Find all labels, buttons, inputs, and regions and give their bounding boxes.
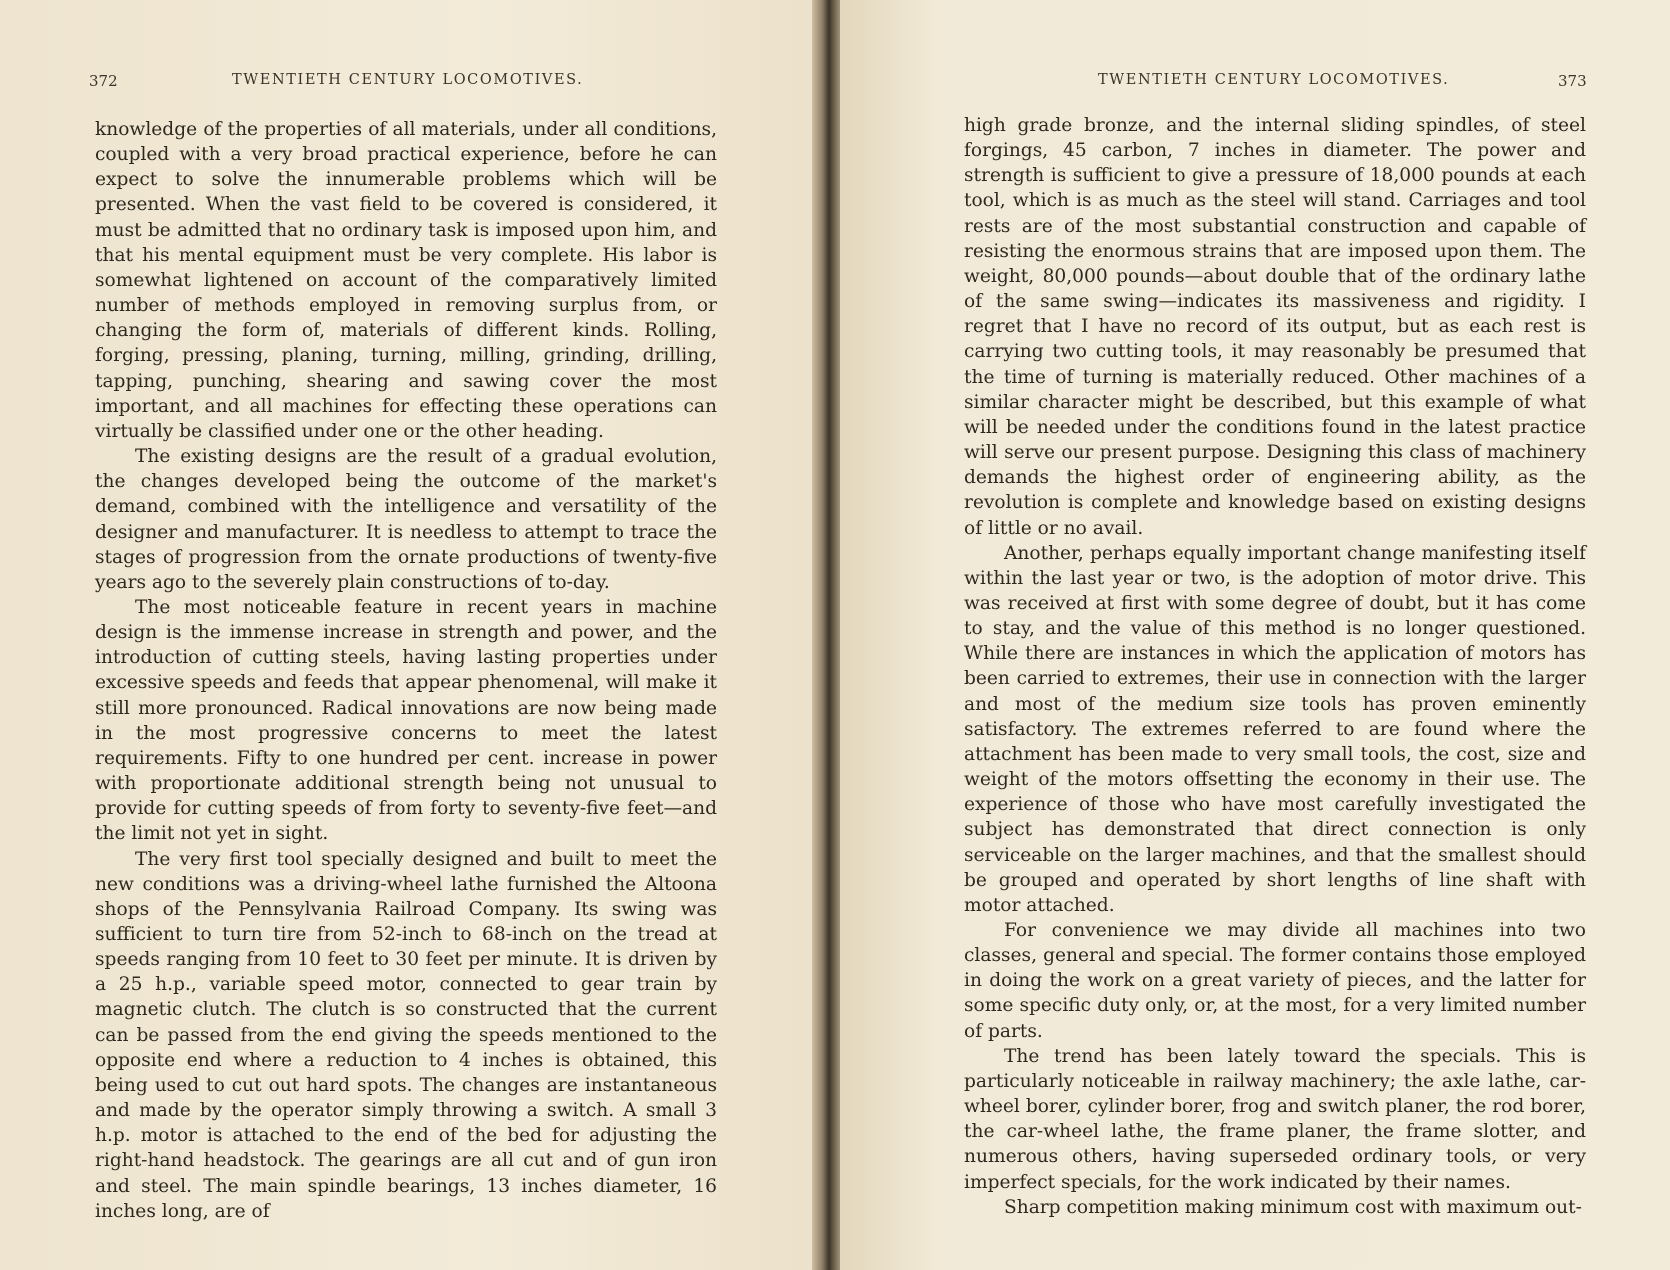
paragraph: knowledge of the properties of all materials, under all conditions, coupled with a very broad practical experience, before he can expect to solve the innumerable problems which will be presented. When the vast field to be covered is considered, it must be admitted that no ordinary task is imposed upon him, and that his mental equipment must be very complete. His labor is somewhat lightened on account of the comparatively limited number of methods employed in removing surplus from, or changing the form of, materials of different kinds. Rolling, forging, pressing, planing, turning, milling, grinding, drilling, tapping, punching, shearing and sawing cover the most important, and all machines for effecting these operations can virtually be classified under one or the other heading.: [95, 119, 717, 442]
paragraph: high grade bronze, and the internal sliding spindles, of steel forgings, 45 carbon, 7 inches in diameter. The power and strength is sufficient to give a pressure of 18,000 pounds at each tool, which is as much as the steel will stand. Carriages and tool rests are of the most substantial construction and capable of resisting the enormous strains that are imposed upon them. The weight, 80,000 pounds—about double that of the ordinary lathe of the same swing—indicates its massiveness and rigidity. I regret that I have no record of its output, but as each rest is carrying two cutting tools, it may reasonably be presumed that the time of turning is materially reduced. Other machines of a similar character might be described, but this example of what will be needed under the conditions found in the latest practice will serve our present purpose. Designing this class of machinery demands the highest order of engineering ability, as the revolution is complete and knowledge based on existing designs of little or no avail.: [964, 115, 1586, 539]
paragraph: The most noticeable feature in recent years in machine design is the immense increase in strength and power, and the introduction of cutting steels, having lasting properties under excessive speeds and feeds that appear phenomenal, will make it still more pronounced. Radical innovations are now being made in the most progressive concerns to meet the latest requirements. Fifty to one hundred per cent. increase in power with proportionate additional strength being not unusual to provide for cutting speeds of from forty to seventy-five feet—and the limit not yet in sight.: [95, 596, 717, 845]
paragraph: For convenience we may divide all machines into two classes, general and special. The former contains those employed in doing the work on a great variety of pieces, and the latter for some specific duty only, or, at the most, for a very limited number of parts.: [964, 920, 1586, 1042]
running-head-left: TWENTIETH CENTURY LOCOMOTIVES.: [232, 72, 584, 88]
right-page-body: [964, 113, 1586, 1220]
page-number-right: 373: [1558, 72, 1587, 90]
paragraph: Sharp competition making minimum cost with maximum out-: [1004, 1196, 1582, 1218]
left-page: [0, 0, 820, 1270]
paragraph: The trend has been lately toward the specials. This is particularly noticeable in railway machinery; the axle lathe, car-wheel borer, cylinder borer, frog and switch planer, the rod borer, the car-wheel lathe, the frame planer, the frame slotter, and numerous others, having superseded ordinary tools, or very imperfect specials, for the work indicated by their names.: [964, 1045, 1586, 1193]
page-number-left: 372: [89, 72, 118, 90]
running-head-right: TWENTIETH CENTURY LOCOMOTIVES.: [1098, 72, 1450, 88]
left-page-body: [95, 117, 717, 1224]
right-page: [840, 0, 1670, 1270]
paragraph: Another, perhaps equally important change manifesting itself within the last year or two, is the adoption of motor drive. This was received at first with some degree of doubt, but it has come to stay, and the value of this method is no longer questioned. While there are instances in which the application of motors has been carried to extremes, their use in connection with the larger and most of the medium size tools has proven eminently satisfactory. The extremes referred to are found where the attachment has been made to very small tools, the cost, size and weight of the motors offsetting the economy in their use. The experience of those who have most carefully investigated the subject has demonstrated that direct connection is only serviceable on the larger machines, and that the smallest should be grouped and operated by short lengths of line shaft with motor attached.: [964, 542, 1586, 916]
paragraph: The very first tool specially designed and built to meet the new conditions was a driving-wheel lathe furnished the Altoona shops of the Pennsylvania Railroad Company. Its swing was sufficient to turn tire from 52-inch to 68-inch on the tread at speeds ranging from 10 feet to 30 feet per minute. It is driven by a 25 h.p., variable speed motor, connected to gear train by magnetic clutch. The clutch is so constructed that the current can be passed from the end giving the speeds mentioned to the opposite end where a reduction to 4 inches is obtained, this being used to cut out hard spots. The changes are instantaneous and made by the operator simply throwing a switch. A small 3 h.p. motor is attached to the end of the bed for adjusting the right-hand headstock. The gearings are all cut and of gun iron and steel. The main spindle bearings, 13 inches diameter, 16 inches long, are of: [95, 848, 717, 1222]
paragraph: The existing designs are the result of a gradual evolution, the changes developed being the outcome of the market's demand, combined with the intelligence and versatility of the designer and manufacturer. It is needless to attempt to trace the stages of progression from the ornate productions of twenty-five years ago to the severely plain constructions of to-day.: [95, 446, 717, 593]
